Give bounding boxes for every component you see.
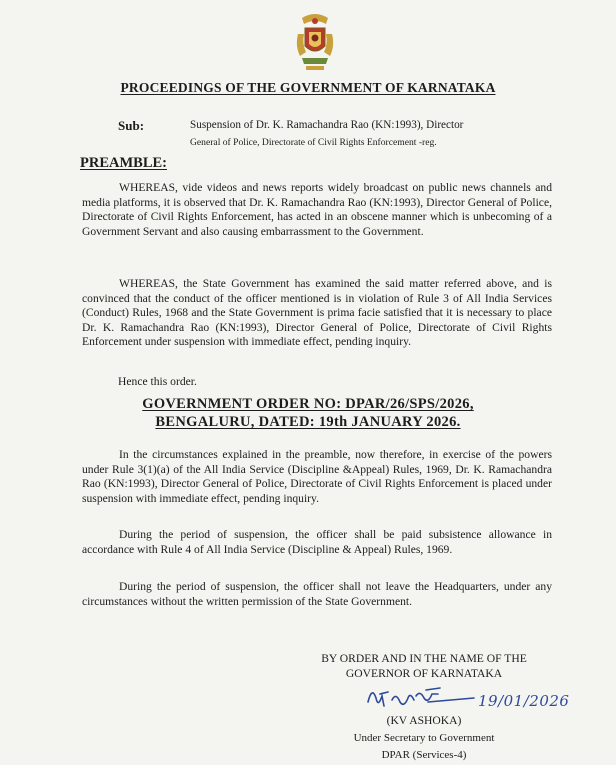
order-number: GOVERNMENT ORDER NO: DPAR/26/SPS/2026, bbox=[142, 396, 474, 412]
signature-date: 19/01/2026 bbox=[478, 692, 570, 710]
signatory-name: (KV ASHOKA) bbox=[386, 714, 462, 727]
document-title: PROCEEDINGS OF THE GOVERNMENT OF KARNATAKA bbox=[120, 80, 496, 95]
preamble-paragraph-1: WHEREAS, vide videos and news reports widely broadcast on public news channels and media platforms, it is observed that Dr. K. Ramachandra Rao (KN:1993), Director General of Police, Directorate of Civil Rights Enforcement, has acted in an obscene manner which is unbecoming of a Government Servant and also causing embarrassment to the Government. bbox=[82, 181, 552, 238]
order-paragraph-3: During the period of suspension, the officer shall not leave the Headquarters, under any circumstances without the written permission of the State Government. bbox=[82, 580, 552, 608]
preamble-heading: PREAMBLE: bbox=[80, 155, 167, 171]
subject-text-line1: Suspension of Dr. K. Ramachandra Rao (KN:1993), Director bbox=[190, 119, 464, 131]
signature-line-2: GOVERNOR OF KARNATAKA bbox=[345, 667, 503, 680]
preamble-closing: Hence this order. bbox=[118, 375, 197, 388]
subject-text-line2: General of Police, Directorate of Civil Rights Enforcement -reg. bbox=[190, 137, 437, 148]
order-paragraph-2: During the period of suspension, the officer shall be paid subsistence allowance in accordance with Rule 4 of All India Service (Discipline & Appeal) Rules, 1969. bbox=[82, 528, 552, 556]
subject-label: Sub: bbox=[118, 118, 145, 133]
preamble-paragraph-2: WHEREAS, the State Government has examined the said matter referred above, and is convinced that the conduct of the officer mentioned is in violation of Rule 3 of All India Services (Conduct) Rules, 1968 and the State Government is prima facie satisfied that it is necessary to place Dr. K. Ramachandra Rao (KN:1993), Director General of Police, Directorate of Civil Rights Enforcement under suspension with immediate effect, pending inquiry. bbox=[82, 277, 552, 349]
order-date: BENGALURU, DATED: 19th JANUARY 2026. bbox=[155, 414, 461, 430]
karnataka-emblem-icon bbox=[292, 12, 338, 74]
signatory-designation: Under Secretary to Government bbox=[353, 732, 495, 744]
signature-line-1: BY ORDER AND IN THE NAME OF THE bbox=[321, 652, 527, 665]
subject-text bbox=[190, 117, 535, 151]
signatory-department: DPAR (Services-4) bbox=[381, 749, 467, 761]
order-paragraph-1: In the circumstances explained in the preamble, now therefore, in exercise of the powers under Rule 3(1)(a) of the All India Service (Discipline &Appeal) Rules, 1969, Dr. K. Ramachandra Rao (KN:1993), Director General of Police, Directorate of Civil Rights Enforcement is placed under suspension with immediate effect, pending inquiry. bbox=[82, 448, 552, 505]
